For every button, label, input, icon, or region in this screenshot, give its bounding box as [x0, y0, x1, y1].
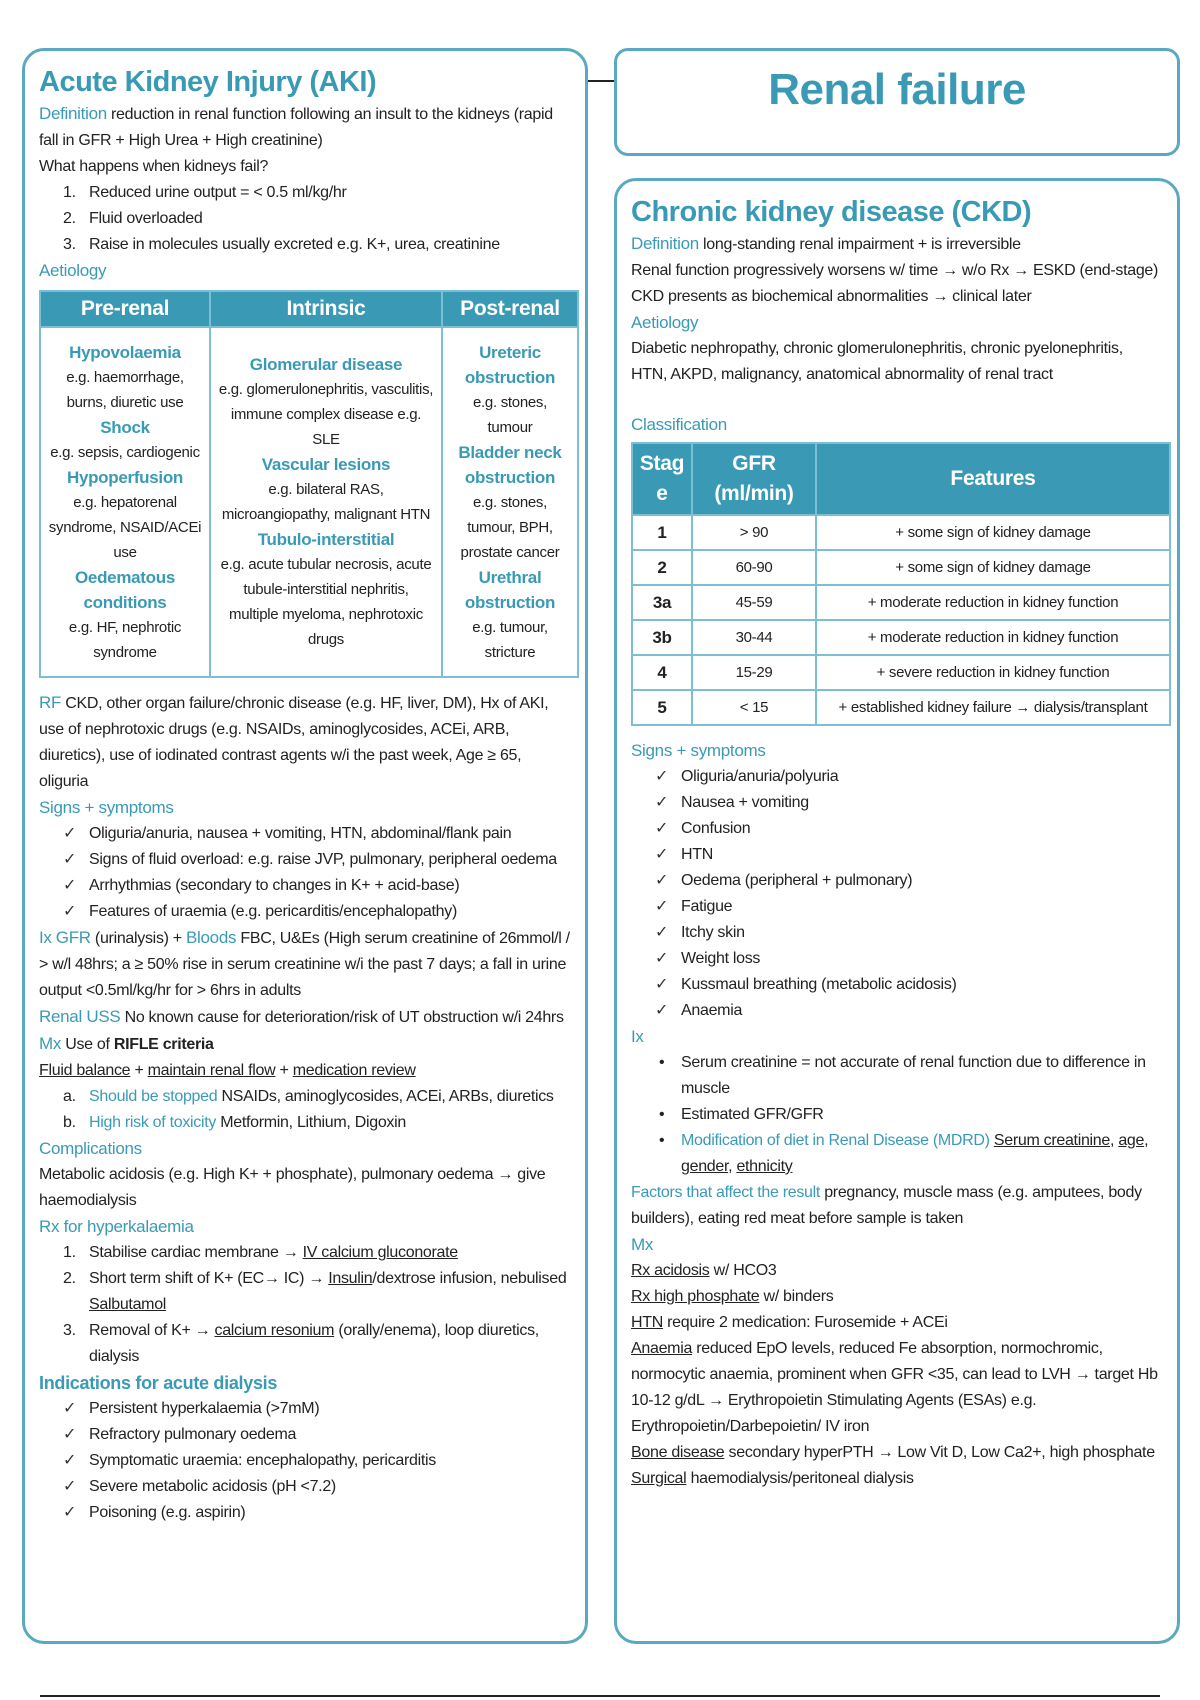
check-icon: ✓ — [655, 872, 669, 889]
ckd-mx-item: Bone disease secondary hyperPTH → Low Vit D, Low Ca2+, high phosphate — [631, 1444, 1155, 1461]
list-item: ✓ Fatigue — [631, 894, 1163, 920]
check-icon: ✓ — [63, 1426, 77, 1443]
list-item: ✓ Persistent hyperkalaemia (>7mM) — [39, 1396, 571, 1422]
header-stage: Stage — [632, 443, 692, 515]
aki-mx-flow: maintain renal flow — [147, 1062, 276, 1079]
aki-signs-list — [39, 821, 571, 925]
postrenal-text: e.g. tumour, stricture — [472, 618, 548, 661]
aki-definition — [39, 101, 571, 154]
list-item: • Estimated GFR/GFR — [631, 1102, 1163, 1128]
ckd-aetiology-label: Aetiology — [631, 313, 699, 332]
table-row: 4 15-29 + severe reduction in kidney function — [632, 655, 1170, 690]
aki-ix-label: Ix — [39, 928, 52, 947]
check-icon: ✓ — [63, 1400, 77, 1417]
ckd-mx-label: Mx — [631, 1235, 654, 1254]
aki-mx-line — [39, 1058, 571, 1084]
aki-panel — [22, 48, 588, 1644]
ckd-definition-text: long-standing renal impairment + is irreversible — [703, 236, 1021, 253]
aki-definition-text: reduction in renal function following an insult to the kidneys (rapid fall in GFR + High Urea + High creatinine) — [39, 106, 553, 149]
header-features: Features — [816, 443, 1170, 515]
list-item: ✓ Oliguria/anuria, nausea + vomiting, HTN, abdominal/flank pain — [39, 821, 571, 847]
postrenal-urethral: Urethral obstruction — [464, 567, 556, 612]
ckd-class-label: Classification — [631, 415, 727, 434]
ckd-heading: Chronic kidney disease (CKD) — [631, 196, 1032, 228]
list-item: 3. Raise in molecules usually excreted e.g. K+, urea, creatinine — [63, 236, 500, 253]
check-icon: ✓ — [63, 877, 77, 894]
check-icon: ✓ — [63, 1478, 77, 1495]
list-item: 3. Removal of K+ → calcium resonium (orally/enema), loop diuretics, dialysis — [63, 1322, 539, 1365]
check-icon: ✓ — [63, 851, 77, 868]
header-gfr: GFR (ml/min) — [692, 443, 816, 515]
list-item: ✓ Weight loss — [631, 946, 1163, 972]
aki-ix-gfr: GFR — [55, 928, 91, 947]
postrenal-ureteric: Ureteric obstruction — [464, 342, 556, 387]
aki-mx-list — [39, 1084, 571, 1136]
list-item: b. High risk of toxicity Metformin, Lithium, Digoxin — [63, 1114, 406, 1131]
intrinsic-text: e.g. bilateral RAS, microangiopathy, malignant HTN — [221, 481, 431, 523]
ckd-definition — [631, 231, 1163, 258]
prerenal-text: e.g. haemorrhage, burns, diuretic use — [66, 368, 184, 411]
postrenal-bladder: Bladder neck obstruction — [458, 442, 562, 487]
list-item: ✓ Symptomatic uraemia: encephalopathy, pericarditis — [39, 1448, 571, 1474]
list-item: • Modification of diet in Renal Disease (MDRD) Serum creatinine, age, gender, ethnicity — [631, 1128, 1163, 1180]
check-icon: ✓ — [655, 950, 669, 967]
ckd-mx-item: Anaemia reduced EpO levels, reduced Fe absorption, normochromic, normocytic anaemia, prominent when GFR <35, can lead to LVH → target Hb 10-12 g/dL → Erythropoietin Stimulating Agents (ESAs) e.g. Erythropoietin/Darbepoietin/ IV iron — [631, 1340, 1158, 1435]
ckd-ix-label: Ix — [631, 1027, 644, 1046]
connector-line — [588, 80, 614, 82]
aki-ix — [39, 925, 571, 1004]
ckd-line3: CKD presents as biochemical abnormalities → clinical later — [631, 288, 1032, 305]
aki-hyperk-label: Rx for hyperkalaemia — [39, 1217, 194, 1236]
check-icon: ✓ — [655, 898, 669, 915]
aki-signs-label: Signs + symptoms — [39, 798, 174, 817]
bullet-icon: • — [659, 1132, 665, 1149]
list-item: ✓ Anaemia — [631, 998, 1163, 1024]
aki-mx-med: medication review — [292, 1062, 416, 1079]
aki-what-happens: What happens when kidneys fail? — [39, 158, 269, 175]
aki-dialysis-label: Indications for acute dialysis — [39, 1373, 278, 1393]
list-item: ✓ Oliguria/anuria/polyuria — [631, 764, 1163, 790]
ckd-mx-item: Surgical haemodialysis/peritoneal dialysis — [631, 1470, 914, 1487]
ckd-line2: Renal function progressively worsens w/ time → w/o Rx → ESKD (end-stage) — [631, 262, 1159, 279]
aki-rf — [39, 690, 571, 795]
ckd-mx-item: Rx acidosis w/ HCO3 — [631, 1262, 777, 1279]
list-item: a. Should be stopped NSAIDs, aminoglycosides, ACEi, ARBs, diuretics — [63, 1088, 554, 1105]
aki-definition-label: Definition — [39, 104, 107, 123]
check-icon: ✓ — [655, 768, 669, 785]
aki-mx-rifle: RIFLE criteria — [113, 1036, 214, 1053]
aki-ix-text: FBC, U&Es (High serum creatinine of 26mmol/l / > w/l 48hrs; a ≥ 50% rise in serum creatinine w/i the past 7 days; a fall in urine output <0.5ml/kg/hr for > 6hrs in adults — [39, 930, 570, 999]
aki-dialysis-list — [39, 1396, 571, 1526]
table-row: 1 > 90 + some sign of kidney damage — [632, 515, 1170, 550]
list-item: ✓ Severe metabolic acidosis (pH <7.2) — [39, 1474, 571, 1500]
intrinsic-text: e.g. glomerulonephritis, vasculitis, immune complex disease e.g. SLE — [218, 381, 434, 448]
list-item: ✓ Refractory pulmonary oedema — [39, 1422, 571, 1448]
classification-table — [631, 442, 1171, 726]
list-item: 1. Stabilise cardiac membrane → IV calcium gluconorate — [63, 1244, 458, 1261]
bottom-rule — [40, 1695, 1160, 1697]
list-item: 2. Short term shift of K+ (EC→ IC) → Insulin/dextrose infusion, nebulised Salbutamol — [63, 1270, 567, 1313]
ckd-definition-label: Definition — [631, 234, 699, 253]
check-icon: ✓ — [655, 820, 669, 837]
check-icon: ✓ — [655, 846, 669, 863]
aki-uss — [39, 1004, 571, 1031]
table-row: 5 < 15 + established kidney failure → dialysis/transplant — [632, 690, 1170, 725]
table-row: 3b 30-44 + moderate reduction in kidney function — [632, 620, 1170, 655]
intrinsic-vascular: Vascular lesions — [261, 455, 391, 474]
intrinsic-text: e.g. acute tubular necrosis, acute tubule-interstitial nephritis, multiple myeloma, nephrotoxic drugs — [220, 556, 432, 648]
ckd-factors-text: pregnancy, muscle mass (e.g. amputees, body builders), eating red meat before sample is taken — [631, 1184, 1142, 1227]
aki-mx-fluid: Fluid balance — [39, 1062, 131, 1079]
ckd-mx-item: HTN require 2 medication: Furosemide + ACEi — [631, 1314, 948, 1331]
header-prerenal: Pre-renal — [40, 291, 210, 327]
prerenal-oedematous: Oedematous conditions — [75, 567, 175, 612]
ckd-mx-item: Rx high phosphate w/ binders — [631, 1288, 834, 1305]
aki-hyperk-list — [39, 1240, 571, 1370]
prerenal-text: e.g. hepatorenal syndrome, NSAID/ACEi use — [48, 493, 202, 561]
aki-uss-text: No known cause for deterioration/risk of UT obstruction w/i 24hrs — [124, 1009, 564, 1026]
header-intrinsic: Intrinsic — [210, 291, 442, 327]
aki-ix-text: (urinalysis) + — [94, 930, 182, 947]
aki-mx-plus: + — [134, 1062, 144, 1079]
aki-mx-plus: + — [279, 1062, 289, 1079]
check-icon: ✓ — [63, 1504, 77, 1521]
aki-comp-text: Metabolic acidosis (e.g. High K+ + phosphate), pulmonary oedema → give haemodialysis — [39, 1166, 546, 1209]
ckd-panel — [614, 178, 1180, 1644]
title-panel — [614, 48, 1180, 156]
aki-content — [39, 65, 571, 1526]
check-icon: ✓ — [655, 794, 669, 811]
aki-heading: Acute Kidney Injury (AKI) — [39, 66, 377, 98]
postrenal-text: e.g. stones, tumour — [473, 393, 547, 436]
check-icon: ✓ — [655, 1002, 669, 1019]
aki-fail-list — [39, 180, 571, 258]
aki-comp-label: Complications — [39, 1139, 142, 1158]
prerenal-hypovolaemia: Hypovolaemia — [69, 342, 181, 362]
list-item: ✓ Itchy skin — [631, 920, 1163, 946]
list-item: ✓ Features of uraemia (e.g. pericarditis/encephalopathy) — [39, 899, 571, 925]
aki-aetiology-label: Aetiology — [39, 261, 107, 280]
ckd-factors — [631, 1180, 1163, 1232]
list-item: ✓ Arrhythmias (secondary to changes in K+ + acid-base) — [39, 873, 571, 899]
aki-mx — [39, 1031, 571, 1058]
intrinsic-tubulo: Tubulo-interstitial — [257, 530, 395, 549]
ckd-signs-label: Signs + symptoms — [631, 741, 766, 760]
aetiology-table — [39, 290, 579, 678]
aki-uss-label: Renal USS — [39, 1007, 121, 1026]
list-item: ✓ Poisoning (e.g. aspirin) — [39, 1500, 571, 1526]
prerenal-shock: Shock — [100, 417, 150, 437]
ckd-content — [631, 195, 1163, 1492]
aki-ix-bloods: Bloods — [186, 928, 237, 947]
ckd-factors-label: Factors that affect the result — [631, 1184, 821, 1201]
bullet-icon: • — [659, 1054, 665, 1071]
aki-mx-label: Mx — [39, 1034, 62, 1053]
check-icon: ✓ — [63, 825, 77, 842]
ckd-aetiology-text: Diabetic nephropathy, chronic glomerulonephritis, chronic pyelonephritis, HTN, AKPD, malignancy, anatomical abnormality of renal tract — [631, 340, 1123, 383]
list-item: ✓ Kussmaul breathing (metabolic acidosis) — [631, 972, 1163, 998]
list-item: ✓ Nausea + vomiting — [631, 790, 1163, 816]
postrenal-text: e.g. stones, tumour, BPH, prostate cancer — [460, 493, 560, 561]
page-title: Renal failure — [768, 65, 1026, 114]
check-icon: ✓ — [63, 903, 77, 920]
list-item: ✓ Oedema (peripheral + pulmonary) — [631, 868, 1163, 894]
table-row: 3a 45-59 + moderate reduction in kidney function — [632, 585, 1170, 620]
intrinsic-glomerular: Glomerular disease — [249, 355, 403, 374]
prerenal-text: e.g. sepsis, cardiogenic — [50, 443, 200, 461]
header-postrenal: Post-renal — [442, 291, 578, 327]
list-item: 1. Reduced urine output = < 0.5 ml/kg/hr — [63, 184, 347, 201]
list-item: 2. Fluid overloaded — [63, 210, 203, 227]
check-icon: ✓ — [655, 976, 669, 993]
prerenal-cell — [40, 327, 210, 677]
check-icon: ✓ — [655, 924, 669, 941]
bullet-icon: • — [659, 1106, 665, 1123]
check-icon: ✓ — [63, 1452, 77, 1469]
prerenal-hypoperfusion: Hypoperfusion — [66, 467, 184, 487]
aki-mx-text: Use of — [65, 1036, 110, 1053]
postrenal-cell — [442, 327, 578, 677]
intrinsic-cell — [210, 327, 442, 677]
list-item: ✓ Signs of fluid overload: e.g. raise JVP, pulmonary, peripheral oedema — [39, 847, 571, 873]
list-item: • Serum creatinine = not accurate of renal function due to difference in muscle — [631, 1050, 1163, 1102]
aki-rf-text: CKD, other organ failure/chronic disease (e.g. HF, liver, DM), Hx of AKI, use of nephrotoxic drugs (e.g. NSAIDs, aminoglycosides, ACEi, ARB, diuretics), use of iodinated contrast agents w/i the past week, Age ≥ 65, oliguria — [39, 695, 549, 790]
table-row: 2 60-90 + some sign of kidney damage — [632, 550, 1170, 585]
list-item: ✓ Confusion — [631, 816, 1163, 842]
ckd-ix-list — [631, 1050, 1163, 1180]
aki-rf-label: RF — [39, 693, 62, 712]
ckd-signs-list — [631, 764, 1163, 1024]
list-item: ✓ HTN — [631, 842, 1163, 868]
prerenal-text: e.g. HF, nephrotic syndrome — [68, 618, 182, 661]
